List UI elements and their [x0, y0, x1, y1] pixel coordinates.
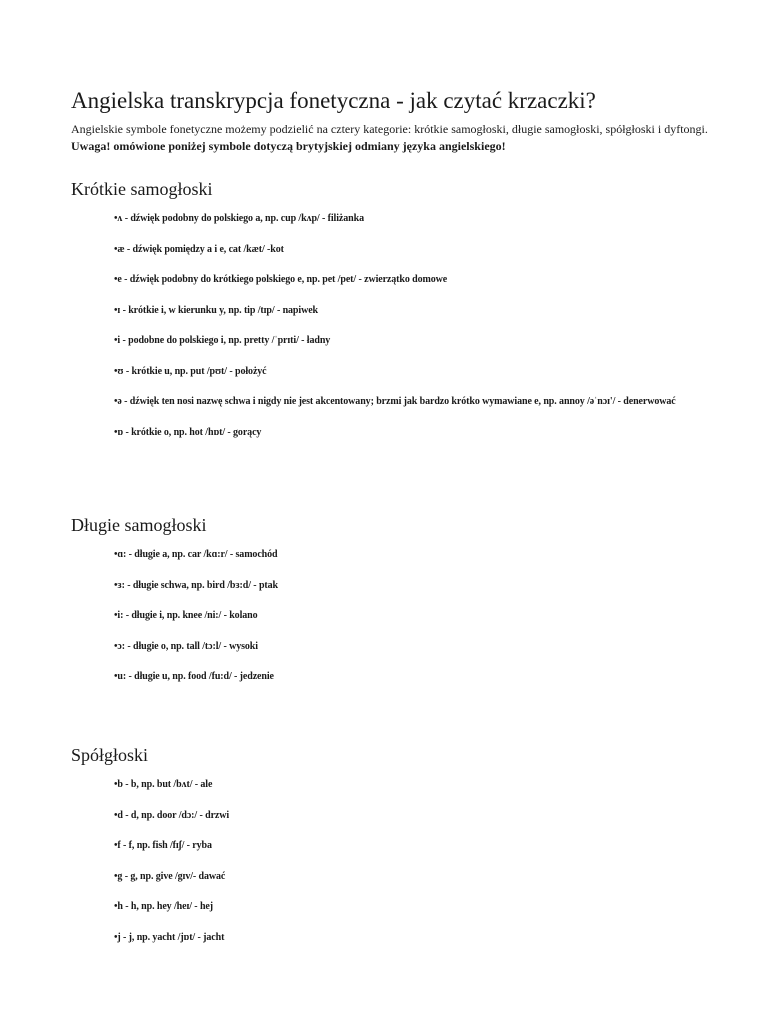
list-item: •g - g, np. give /gɪv/- dawać: [114, 870, 226, 882]
list-item: •u: - długie u, np. food /fu:d/ - jedzenie: [114, 671, 274, 682]
list-item: •ɪ - krótkie i, w kierunku y, np. tip /tɪp/ - napiwek: [114, 304, 318, 316]
list-item: •b - b, np. but /bʌt/ - ale: [114, 779, 213, 790]
list-item: •j - j, np. yacht /jɒt/ - jacht: [114, 931, 225, 943]
intro-warning: Uwaga! omówione poniżej symbole dotyczą brytyjskiej odmiany języka angielskiego!: [71, 139, 506, 153]
list-item: •ɜ: - długie schwa, np. bird /bɜ:d/ - ptak: [114, 579, 278, 591]
intro-text: Angielskie symbole fonetyczne możemy podzielić na cztery kategorie: krótkie samogłoski, długie samogłoski, spółgłoski i dyftongi.: [71, 122, 708, 136]
section-heading-consonants: Spółgłoski: [71, 745, 149, 765]
list-item: •f - f, np. fish /fɪʃ/ - ryba: [114, 840, 212, 851]
list-item: •ʊ - krótkie u, np. put /pʊt/ - położyć: [114, 365, 267, 377]
list-item: •ə - dźwięk ten nosi nazwę schwa i nigdy nie jest akcentowany; brzmi jak bardzo krótko wymawiane e, np. annoy /əˈnɔɪ'/ - denerwować: [114, 396, 676, 407]
section-heading-long-vowels: Długie samogłoski: [71, 515, 207, 535]
list-item: •d - d, np. door /dɔ:/ - drzwi: [114, 809, 230, 821]
list-item: •ɑ: - długie a, np. car /kɑ:r/ - samochód: [114, 549, 278, 560]
list-item: •ɒ - krótkie o, np. hot /hɒt/ - gorący: [114, 426, 262, 438]
section-heading-short-vowels: Krótkie samogłoski: [71, 179, 213, 199]
page-title: Angielska transkrypcja fonetyczna - jak czytać krzaczki?: [71, 88, 596, 113]
list-item: •i - podobne do polskiego i, np. pretty /ˈprɪti/ - ładny: [114, 335, 331, 346]
list-item: •æ - dźwięk pomiędzy a i e, cat /kæt/ -kot: [114, 243, 284, 255]
short-vowels-list: [114, 209, 714, 453]
consonants-list: [114, 775, 714, 958]
long-vowels-list: [114, 545, 714, 698]
list-item: •i: - długie i, np. knee /ni:/ - kolano: [114, 610, 258, 621]
intro-paragraph: [71, 121, 711, 155]
list-item: •ɔ: - długie o, np. tall /tɔ:l/ - wysoki: [114, 640, 258, 652]
list-item: •e - dźwięk podobny do krótkiego polskiego e, np. pet /pet/ - zwierzątko domowe: [114, 274, 448, 285]
list-item: •ʌ - dźwięk podobny do polskiego a, np. cup /kʌp/ - filiżanka: [114, 213, 364, 224]
list-item: •h - h, np. hey /heɪ/ - hej: [114, 901, 213, 912]
